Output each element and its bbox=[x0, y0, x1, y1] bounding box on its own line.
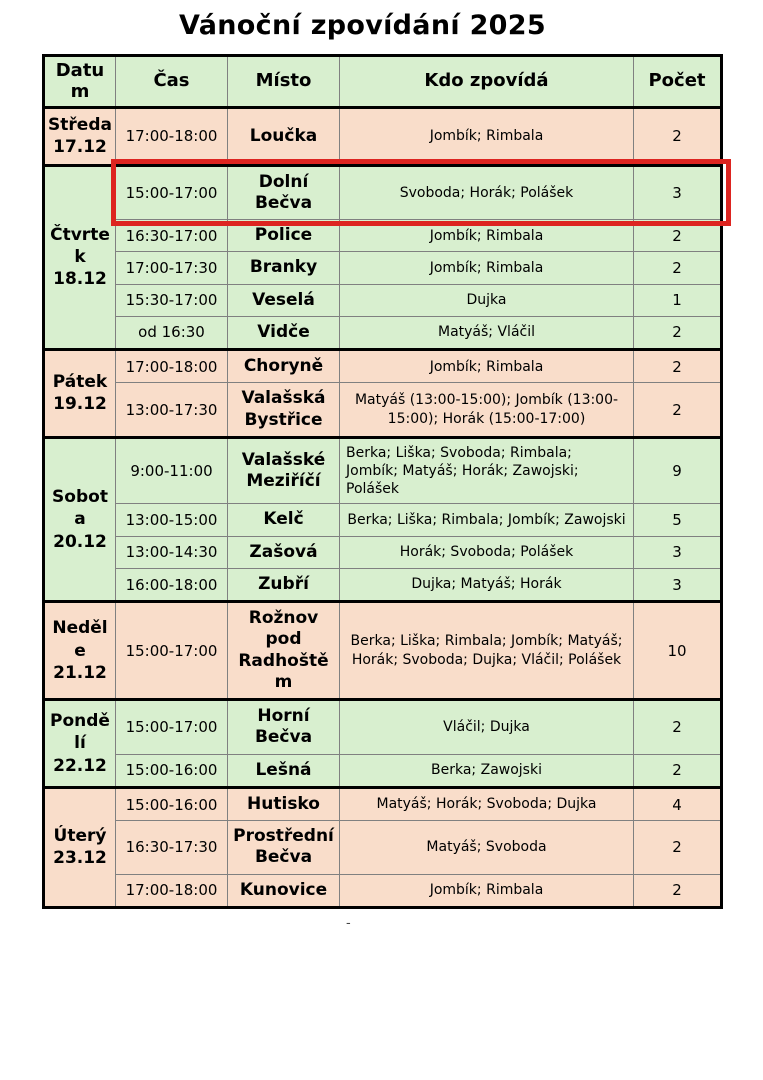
confessors-cell: Svoboda; Horák; Polášek bbox=[340, 165, 634, 220]
count-cell: 2 bbox=[634, 874, 722, 907]
confessors-cell: Matyáš (13:00-15:00); Jombík (13:00-15:00); Horák (15:00-17:00) bbox=[340, 383, 634, 438]
table-row bbox=[44, 787, 722, 820]
time-cell: 17:00-17:30 bbox=[116, 252, 228, 284]
count-cell: 4 bbox=[634, 787, 722, 820]
table-row bbox=[44, 220, 722, 252]
page-title: Vánoční zpovídání 2025 bbox=[179, 10, 546, 41]
place-cell: Veselá bbox=[228, 284, 340, 316]
place-cell: Hutisko bbox=[228, 787, 340, 820]
time-cell: od 16:30 bbox=[116, 316, 228, 349]
time-cell: 13:00-17:30 bbox=[116, 383, 228, 438]
column-header-cas: Čas bbox=[116, 56, 228, 108]
confessors-cell: Jombík; Rimbala bbox=[340, 350, 634, 383]
place-cell: Prostřední Bečva bbox=[228, 821, 340, 875]
time-cell: 15:00-17:00 bbox=[116, 700, 228, 755]
datum-cell: Úterý 23.12 bbox=[44, 787, 116, 907]
table-row bbox=[44, 350, 722, 383]
place-cell: Kelč bbox=[228, 504, 340, 536]
datum-cell: Neděle 21.12 bbox=[44, 602, 116, 700]
datum-cell: Středa 17.12 bbox=[44, 108, 116, 165]
time-cell: 13:00-14:30 bbox=[116, 536, 228, 568]
table-row bbox=[44, 568, 722, 601]
table-row bbox=[44, 108, 722, 165]
table-row bbox=[44, 383, 722, 438]
time-cell: 9:00-11:00 bbox=[116, 437, 228, 504]
place-cell: Horní Bečva bbox=[228, 700, 340, 755]
place-cell: Lešná bbox=[228, 754, 340, 787]
count-cell: 10 bbox=[634, 602, 722, 700]
place-cell: Valašské Meziříčí bbox=[228, 437, 340, 504]
place-cell: Police bbox=[228, 220, 340, 252]
confessors-cell: Dujka bbox=[340, 284, 634, 316]
place-cell: Kunovice bbox=[228, 874, 340, 907]
count-cell: 5 bbox=[634, 504, 722, 536]
count-cell: 2 bbox=[634, 700, 722, 755]
time-cell: 17:00-18:00 bbox=[116, 350, 228, 383]
table-row bbox=[44, 316, 722, 349]
count-cell: 2 bbox=[634, 220, 722, 252]
confessors-cell: Vláčil; Dujka bbox=[340, 700, 634, 755]
table-row bbox=[44, 252, 722, 284]
count-cell: 2 bbox=[634, 316, 722, 349]
count-cell: 2 bbox=[634, 754, 722, 787]
place-cell: Branky bbox=[228, 252, 340, 284]
count-cell: 9 bbox=[634, 437, 722, 504]
count-cell: 2 bbox=[634, 350, 722, 383]
confessors-cell: Berka; Liška; Svoboda; Rimbala; Jombík; Matyáš; Horák; Zawojski; Polášek bbox=[340, 437, 634, 504]
table-row bbox=[44, 536, 722, 568]
count-cell: 2 bbox=[634, 252, 722, 284]
datum-cell: Pátek 19.12 bbox=[44, 350, 116, 438]
table-row bbox=[44, 602, 722, 700]
table-row bbox=[44, 284, 722, 316]
time-cell: 15:00-17:00 bbox=[116, 165, 228, 220]
place-cell: Choryně bbox=[228, 350, 340, 383]
confessors-cell: Berka; Zawojski bbox=[340, 754, 634, 787]
column-header-kdo-zpovida: Kdo zpovídá bbox=[340, 56, 634, 108]
count-cell: 2 bbox=[634, 821, 722, 875]
footer-dash: - bbox=[346, 916, 351, 931]
confession-schedule-table bbox=[42, 54, 723, 909]
datum-cell: Sobota 20.12 bbox=[44, 437, 116, 601]
confessors-cell: Berka; Liška; Rimbala; Jombík; Zawojski bbox=[340, 504, 634, 536]
table-row bbox=[44, 700, 722, 755]
place-cell: Zubří bbox=[228, 568, 340, 601]
confessors-cell: Berka; Liška; Rimbala; Jombík; Matyáš; Horák; Svoboda; Dujka; Vláčil; Polášek bbox=[340, 602, 634, 700]
confessors-cell: Horák; Svoboda; Polášek bbox=[340, 536, 634, 568]
table-row bbox=[44, 821, 722, 875]
table-row bbox=[44, 754, 722, 787]
confessors-cell: Dujka; Matyáš; Horák bbox=[340, 568, 634, 601]
count-cell: 3 bbox=[634, 568, 722, 601]
time-cell: 15:00-17:00 bbox=[116, 602, 228, 700]
count-cell: 3 bbox=[634, 536, 722, 568]
table-row bbox=[44, 504, 722, 536]
place-cell: Dolní Bečva bbox=[228, 165, 340, 220]
place-cell: Zašová bbox=[228, 536, 340, 568]
table-row bbox=[44, 874, 722, 907]
place-cell: Vidče bbox=[228, 316, 340, 349]
time-cell: 17:00-18:00 bbox=[116, 108, 228, 165]
confessors-cell: Jombík; Rimbala bbox=[340, 252, 634, 284]
confessors-cell: Matyáš; Svoboda bbox=[340, 821, 634, 875]
column-header-pocet: Počet bbox=[634, 56, 722, 108]
count-cell: 2 bbox=[634, 108, 722, 165]
column-header-datum: Datum bbox=[44, 56, 116, 108]
table-header-row bbox=[44, 56, 722, 108]
confessors-cell: Matyáš; Vláčil bbox=[340, 316, 634, 349]
count-cell: 1 bbox=[634, 284, 722, 316]
place-cell: Rožnov pod Radhoštěm bbox=[228, 602, 340, 700]
time-cell: 15:00-16:00 bbox=[116, 754, 228, 787]
datum-cell: Pondělí 22.12 bbox=[44, 700, 116, 788]
time-cell: 16:30-17:30 bbox=[116, 821, 228, 875]
time-cell: 16:00-18:00 bbox=[116, 568, 228, 601]
place-cell: Loučka bbox=[228, 108, 340, 165]
time-cell: 15:30-17:00 bbox=[116, 284, 228, 316]
table-row bbox=[44, 437, 722, 504]
datum-cell: Čtvrtek 18.12 bbox=[44, 165, 116, 350]
confessors-cell: Jombík; Rimbala bbox=[340, 108, 634, 165]
table-row bbox=[44, 165, 722, 220]
time-cell: 17:00-18:00 bbox=[116, 874, 228, 907]
confessors-cell: Matyáš; Horák; Svoboda; Dujka bbox=[340, 787, 634, 820]
time-cell: 16:30-17:00 bbox=[116, 220, 228, 252]
confessors-cell: Jombík; Rimbala bbox=[340, 874, 634, 907]
column-header-misto: Místo bbox=[228, 56, 340, 108]
place-cell: Valašská Bystřice bbox=[228, 383, 340, 438]
time-cell: 15:00-16:00 bbox=[116, 787, 228, 820]
time-cell: 13:00-15:00 bbox=[116, 504, 228, 536]
confessors-cell: Jombík; Rimbala bbox=[340, 220, 634, 252]
count-cell: 2 bbox=[634, 383, 722, 438]
count-cell: 3 bbox=[634, 165, 722, 220]
